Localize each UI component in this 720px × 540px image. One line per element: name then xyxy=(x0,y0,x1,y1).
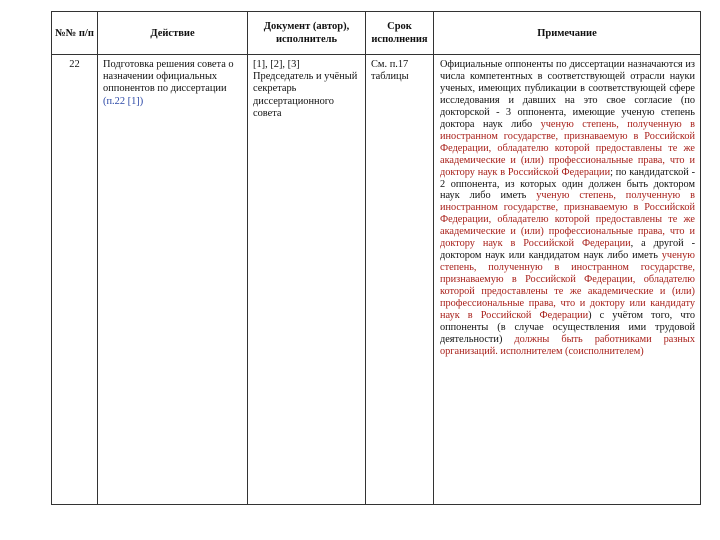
note-highlight-segment: должны быть работниками разных организаций. исполнителем (соисполнителем) xyxy=(440,333,695,357)
row-note xyxy=(434,55,701,505)
document-table xyxy=(51,11,701,505)
note-highlight-segment: ученую степень, полученную в иностранном государстве, признаваемую в Российской Федерации, обладателю которой предоставлены те же академические и (или) профессиональные права, что и доктору наук в Российской Федерации xyxy=(440,190,695,250)
header-document: Документ (автор), исполнитель xyxy=(248,12,366,55)
action-reference-link[interactable]: (п.22 [1]) xyxy=(103,95,144,107)
header-note: Примечание xyxy=(434,12,701,55)
row-num: 22 xyxy=(52,55,98,505)
note-highlight-segment: ученую степень, полученную в иностранном государстве, признаваемую в Российской Федерации, обладателю которой предоставлены те же академические и (или) профессиональные права, что и доктору наук в Российской Федерации xyxy=(440,118,695,178)
row-deadline: См. п.17 таблицы xyxy=(366,55,434,505)
action-text: Подготовка решения совета о назначении официальных оппонентов по диссертации xyxy=(103,59,234,95)
note-text-segment: Официальные оппоненты по диссертации назначаются из числа компетентных в соответствующей отрасли науки ученых, имеющих публикации в соответствующей сфере исследования и давших на это свое согласие (по докторской - 3 оппонента, имеющие ученую степень доктора наук либо xyxy=(440,59,695,130)
table-header-row xyxy=(52,12,701,55)
header-action: Действие xyxy=(98,12,248,55)
row-document: [1], [2], [3] Председатель и учёный секретарь диссертационного совета xyxy=(248,55,366,505)
note-text-segment: ; по кандидатской - 2 оппонента, из которых один должен быть доктором наук либо иметь xyxy=(440,166,696,202)
note-highlight-segment: ученую степень, полученную в иностранном государстве, признаваемую в Российской Федерации, обладателю которой предоставлены те же академические и (или) профессиональные права, что и доктору или кандидату наук в Российской Федерации xyxy=(440,250,695,322)
note-text-segment: , а другой - доктором наук или кандидатом наук либо иметь xyxy=(440,238,696,262)
row-action xyxy=(98,55,248,505)
header-deadline: Срок исполнения xyxy=(366,12,434,55)
note-text-segment: ) с учётом того, что оппоненты (в случае осуществления ими трудовой деятельности) xyxy=(440,310,696,345)
table-row xyxy=(52,55,701,505)
header-num: №№ п/п xyxy=(52,12,98,55)
